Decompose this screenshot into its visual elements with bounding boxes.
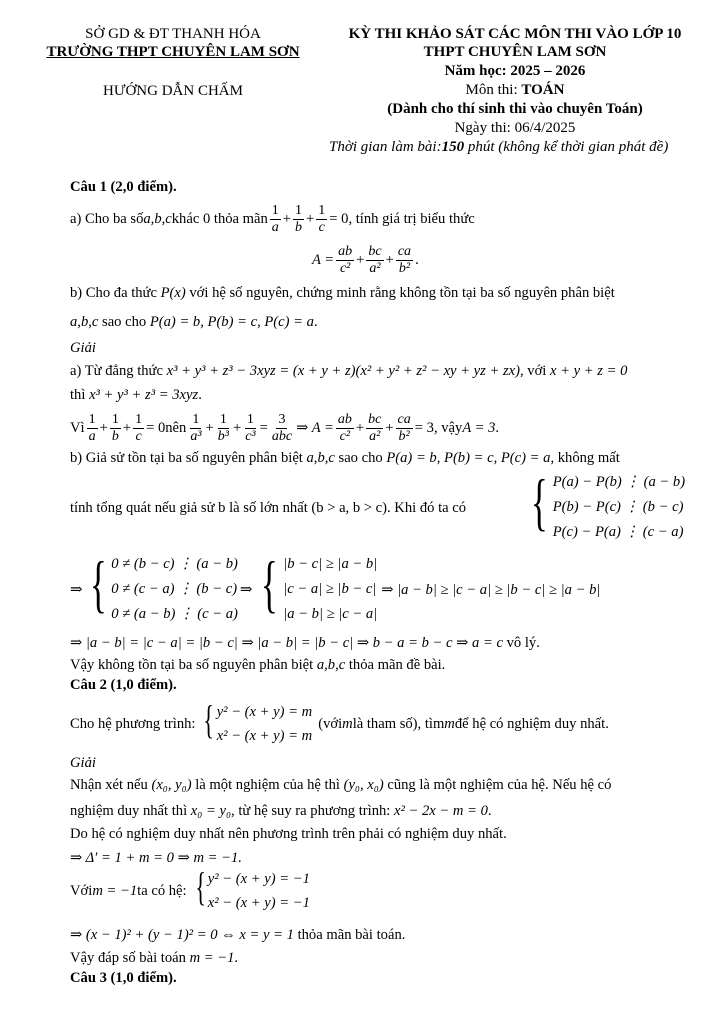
frac-bc-a2: $\frac{bc}{\text{a²}}$ [368, 243, 382, 276]
q2-sys2-eq2: x² − (x + y) = −1 [207, 895, 310, 911]
left-brace-icon: { [530, 466, 548, 537]
q2-m-2: m [444, 715, 455, 732]
exam-title: KỲ THI KHẢO SÁT CÁC MÔN THI VÀO LỚP 10 [348, 26, 682, 42]
imp-a-row-2: 0 ≠ (c − a) ⋮ (b − c) [111, 581, 238, 597]
expression-A: A = $\frac{ab}{\text{c²}}$ + $\frac{bc}{\text{a²}}$ + $\frac{ca}{\text{b²}}$ . [312, 243, 419, 276]
s3-frac-bc: $\frac{bc}{\text{a²}}$ [368, 411, 382, 444]
q2-l2-end: . [487, 803, 492, 819]
s3-frac-ab: $\frac{ab}{\text{c²}}$ [337, 411, 352, 444]
q2-prompt [70, 697, 609, 748]
q2-eq-1: y² − (x + y) = m [216, 704, 313, 720]
left-brace-icon: { [89, 548, 107, 619]
imp-b-row-2: |c − a| ≥ |b − c| [283, 581, 377, 597]
q1-part-b-line1 [70, 285, 615, 302]
department-name: SỞ GD & ĐT THANH HÓA [85, 26, 261, 42]
q1b-suffix: với hệ số nguyên, chứng minh rằng không tồn tại ba số nguyên phân biệt [185, 285, 615, 301]
q2-suffix-3: để hệ có nghiệm duy nhất. [454, 715, 609, 732]
div-row-1: P(a) − P(b) ⋮ (a − b) [552, 474, 686, 490]
frac-ca-b2: $\frac{ca}{\text{b²}}$ [397, 243, 412, 276]
q1a-vars: a,b,c [143, 210, 172, 227]
q1-sol-line5: tính tổng quát nếu giả sử b là số lớn nhất (b > a, b > c). Khi đó ta có [70, 500, 467, 516]
s3-frac-ca: $\frac{ca}{\text{b²}}$ [397, 411, 411, 444]
s4-suffix: , không mất [550, 450, 620, 466]
conclusion-suffix: thỏa mãn đề bài. [345, 657, 446, 673]
q2-l5-m: m = −1 [92, 882, 138, 899]
subject-line [325, 82, 705, 99]
s1-mid: , với [520, 363, 551, 379]
s1-prefix: a) Từ đẳng thức [70, 363, 167, 379]
frac-ab-c2: $\frac{ab}{\text{c²}}$ [338, 243, 353, 276]
audience-note: (Dành cho thí sinh thi vào chuyên Toán) [387, 101, 643, 117]
q2-line6 [70, 926, 405, 944]
q2-l7-end: . [234, 950, 239, 966]
q1a-cond-tail: = 0 [329, 210, 349, 227]
q1-part-b-line2 [70, 314, 318, 331]
s2-eq: x³ + y³ + z³ = 3xyz [89, 387, 199, 403]
q2-l2-eq: x₀ = y₀ [190, 803, 232, 819]
s3-eq0: = 0 [146, 419, 166, 436]
exam-date: Ngày thi: 06/4/2025 [454, 120, 576, 136]
left-brace-icon: { [261, 548, 279, 619]
s3-arrow: ⇒ A = [296, 420, 334, 436]
frac-1-b: $\frac{1}{b}$ [295, 202, 303, 235]
q1-conclusion [70, 657, 445, 674]
q1b-end: . [313, 314, 318, 330]
s3-frac-3abc: $\frac{3}{\text{abc}}$ [271, 411, 293, 444]
q1a-mid: khác 0 thỏa mãn [171, 210, 268, 227]
q2-prompt-prefix: Cho hệ phương trình: [70, 715, 196, 732]
q2-l2-mid: , từ hệ suy ra phương trình: [231, 803, 395, 819]
q2-suffix-1: (với [318, 715, 343, 732]
left-brace-icon: { [194, 864, 206, 909]
s2-end: . [198, 387, 202, 403]
q1-part-a: a) Cho ba số a,b,c khác 0 thỏa mãn $\frac{1}{a}$ + $\frac{1}{b}$ + $\frac{1}{c}$ = 0 , tính giá trị biểu thức [70, 202, 475, 235]
q2-l5-prefix: Với [70, 882, 93, 899]
q2-suffix-2: là tham số), tìm [352, 715, 445, 732]
s1-identity: x³ + y³ + z³ − 3xyz = (x + y + z)(x² + y² + z² − xy + yz + zx) [166, 363, 520, 379]
implication-block: ⇒ { 0 ≠ (b − c) ⋮ (a − b) 0 ≠ (c − a) ⋮ (b − c) 0 ≠ (a − b) ⋮ (c − a) ⇒ { |b − c| ≥ |a − b| |c − a| ≥ |b − c| |a − b| ≥ |c − a| ⇒ |a − b| ≥ |c − a| ≥ |b − c| ≥ |a − b| [70, 552, 600, 627]
q2-eq-2: x² − (x + y) = m [216, 728, 313, 744]
q1b-prefix: b) Cho đa thức [70, 285, 161, 301]
q2-m: m [342, 715, 353, 732]
q1-title: Câu 1 (2,0 điểm). [70, 179, 177, 195]
time-value: 150 [441, 139, 465, 155]
div-row-2: P(b) − P(c) ⋮ (b − c) [552, 499, 684, 515]
s3-frac-1c3: $\frac{1}{\text{c³}}$ [245, 411, 256, 444]
final-tail: vô lý. [502, 635, 540, 651]
q3-title: Câu 3 (1,0 điểm). [70, 970, 177, 986]
s4-mid: sao cho [334, 450, 387, 466]
s3-eq3: = 3 [414, 419, 434, 436]
q2-solution-label: Giải [70, 755, 96, 771]
s3-prefix: Vì [70, 419, 85, 436]
imp-a-row-3: 0 ≠ (a − b) ⋮ (c − a) [111, 606, 238, 622]
q2-pair1: (x₀, y₀) [151, 777, 192, 793]
divisibility-system [524, 466, 686, 545]
s3-frac-1b: $\frac{1}{b}$ [111, 411, 119, 444]
q1-sol-line3: Vì $\frac{1}{a}$ + $\frac{1}{b}$ + $\frac{1}{c}$ = 0 nên $\frac{1}{\text{a³}}$ + $\frac{1}{\text{b³}}$ + $\frac{1}{\text{c³}}$ = $\frac{3}{\text{abc}}$ ⇒ A = $\frac{ab}{\text{c²}}$ + $\frac{bc}{\text{a²}}$ + $\frac{ca}{\text{b²}}$ = 3 , vậy A = 3 . [70, 411, 500, 444]
s4-prefix: b) Giả sử tồn tại ba số nguyên phân biệt [70, 450, 307, 466]
s2-prefix: thì [70, 387, 90, 403]
q1b-mid: sao cho [98, 314, 150, 330]
s3-frac-1a: $\frac{1}{a}$ [88, 411, 96, 444]
q2-l7-prefix: Vậy đáp số bài toán [70, 950, 190, 966]
expr-lhs: A = [312, 251, 335, 268]
q2-l1-mid: là một nghiệm của hệ thì [191, 777, 344, 793]
q2-line4: ⇒ Δ′ = 1 + m = 0 ⇒ m = −1. [70, 850, 242, 866]
s3-mid: nên [165, 419, 187, 436]
implication-chain: ⇒ |a − b| ≥ |c − a| ≥ |b − c| ≥ |a − b| [381, 581, 601, 598]
s3-result: A = 3 [462, 419, 496, 436]
q1-sol-line2 [70, 387, 202, 404]
s3-frac-1b3: $\frac{1}{\text{b³}}$ [217, 411, 229, 444]
q1b-cond: P(a) = b, P(b) = c, P(c) = a [149, 314, 314, 330]
q2-l5-suffix: ta có hệ: [137, 882, 187, 899]
q2-l6-eq: ⇒ (x − 1)² + (y − 1)² = 0 ⇔ x = y = 1 [70, 927, 294, 943]
q2-l1-prefix: Nhận xét nếu [70, 777, 152, 793]
q1b-poly: P(x) [160, 285, 186, 301]
q2-line5 [70, 866, 310, 916]
imp-b-row-1: |b − c| ≥ |a − b| [283, 556, 378, 572]
school-name-text: TRƯỜNG THPT CHUYÊN LAM SƠN [46, 44, 300, 60]
q2-sys2-eq1: y² − (x + y) = −1 [207, 871, 310, 887]
q1a-prefix: a) Cho ba số [70, 210, 144, 227]
q2-line2 [70, 803, 492, 820]
s3-frac-1c: $\frac{1}{c}$ [135, 411, 143, 444]
final-chain: ⇒ |a − b| = |c − a| = |b − c| ⇒ |a − b| = |b − c| ⇒ b − a = b − c ⇒ a = c [70, 635, 503, 651]
frac-1-a: $\frac{1}{a}$ [271, 202, 279, 235]
subject-label: Môn thi: [465, 82, 522, 98]
s3-conclude: , vậy [433, 419, 463, 436]
document-type: HƯỚNG DẪN CHẤM [103, 83, 243, 99]
q2-line1 [70, 777, 611, 794]
q2-title: Câu 2 (1,0 điểm). [70, 677, 177, 693]
frac-1-c: $\frac{1}{c}$ [318, 202, 326, 235]
q1-solution-label: Giải [70, 340, 96, 356]
conclusion-prefix: Vậy không tồn tại ba số nguyên phân biệt [70, 657, 317, 673]
q2-l2-prefix: nghiệm duy nhất thì [70, 803, 191, 819]
time-limit [329, 139, 668, 156]
s4-cond: P(a) = b, P(b) = c, P(c) = a [386, 450, 551, 466]
imp-a-row-1: 0 ≠ (b − c) ⋮ (a − b) [111, 556, 238, 572]
q1a-suffix: , tính giá trị biểu thức [348, 210, 475, 227]
q2-l6-tail: thỏa mãn bài toán. [293, 927, 406, 943]
exam-school: THPT CHUYÊN LAM SƠN [423, 44, 607, 60]
q1-final-chain [70, 634, 540, 652]
time-prefix: Thời gian làm bài: [329, 139, 442, 155]
school-year: Năm học: 2025 – 2026 [444, 63, 586, 79]
q2-l1-suffix: cũng là một nghiệm của hệ. Nếu hệ có [383, 777, 612, 793]
q2-line3: Do hệ có nghiệm duy nhất nên phương trình trên phải có nghiệm duy nhất. [70, 826, 507, 842]
s3-end: . [495, 419, 500, 436]
q1-sol-line1 [70, 363, 627, 380]
q1b-vars: a,b,c [70, 314, 99, 330]
s3-frac-1a3: $\frac{1}{\text{a³}}$ [190, 411, 202, 444]
imp-b-row-3: |a − b| ≥ |c − a| [283, 606, 378, 622]
conclusion-vars: a,b,c [316, 657, 346, 673]
subject-value: TOÁN [521, 82, 565, 98]
div-row-3: P(c) − P(a) ⋮ (c − a) [552, 524, 684, 540]
q2-l2-eq2: x² − 2x − m = 0 [394, 803, 488, 819]
s1-cond: x + y + z = 0 [550, 363, 628, 379]
s4-vars: a,b,c [306, 450, 335, 466]
left-brace-icon: { [203, 697, 215, 742]
time-suffix: phút (không kể thời gian phát đề) [464, 139, 669, 155]
q2-l7-value: m = −1 [189, 950, 235, 966]
school-name [40, 44, 306, 61]
q2-line7 [70, 950, 238, 967]
q1-sol-line4 [70, 450, 620, 467]
q2-pair2: (y₀, x₀) [343, 777, 384, 793]
